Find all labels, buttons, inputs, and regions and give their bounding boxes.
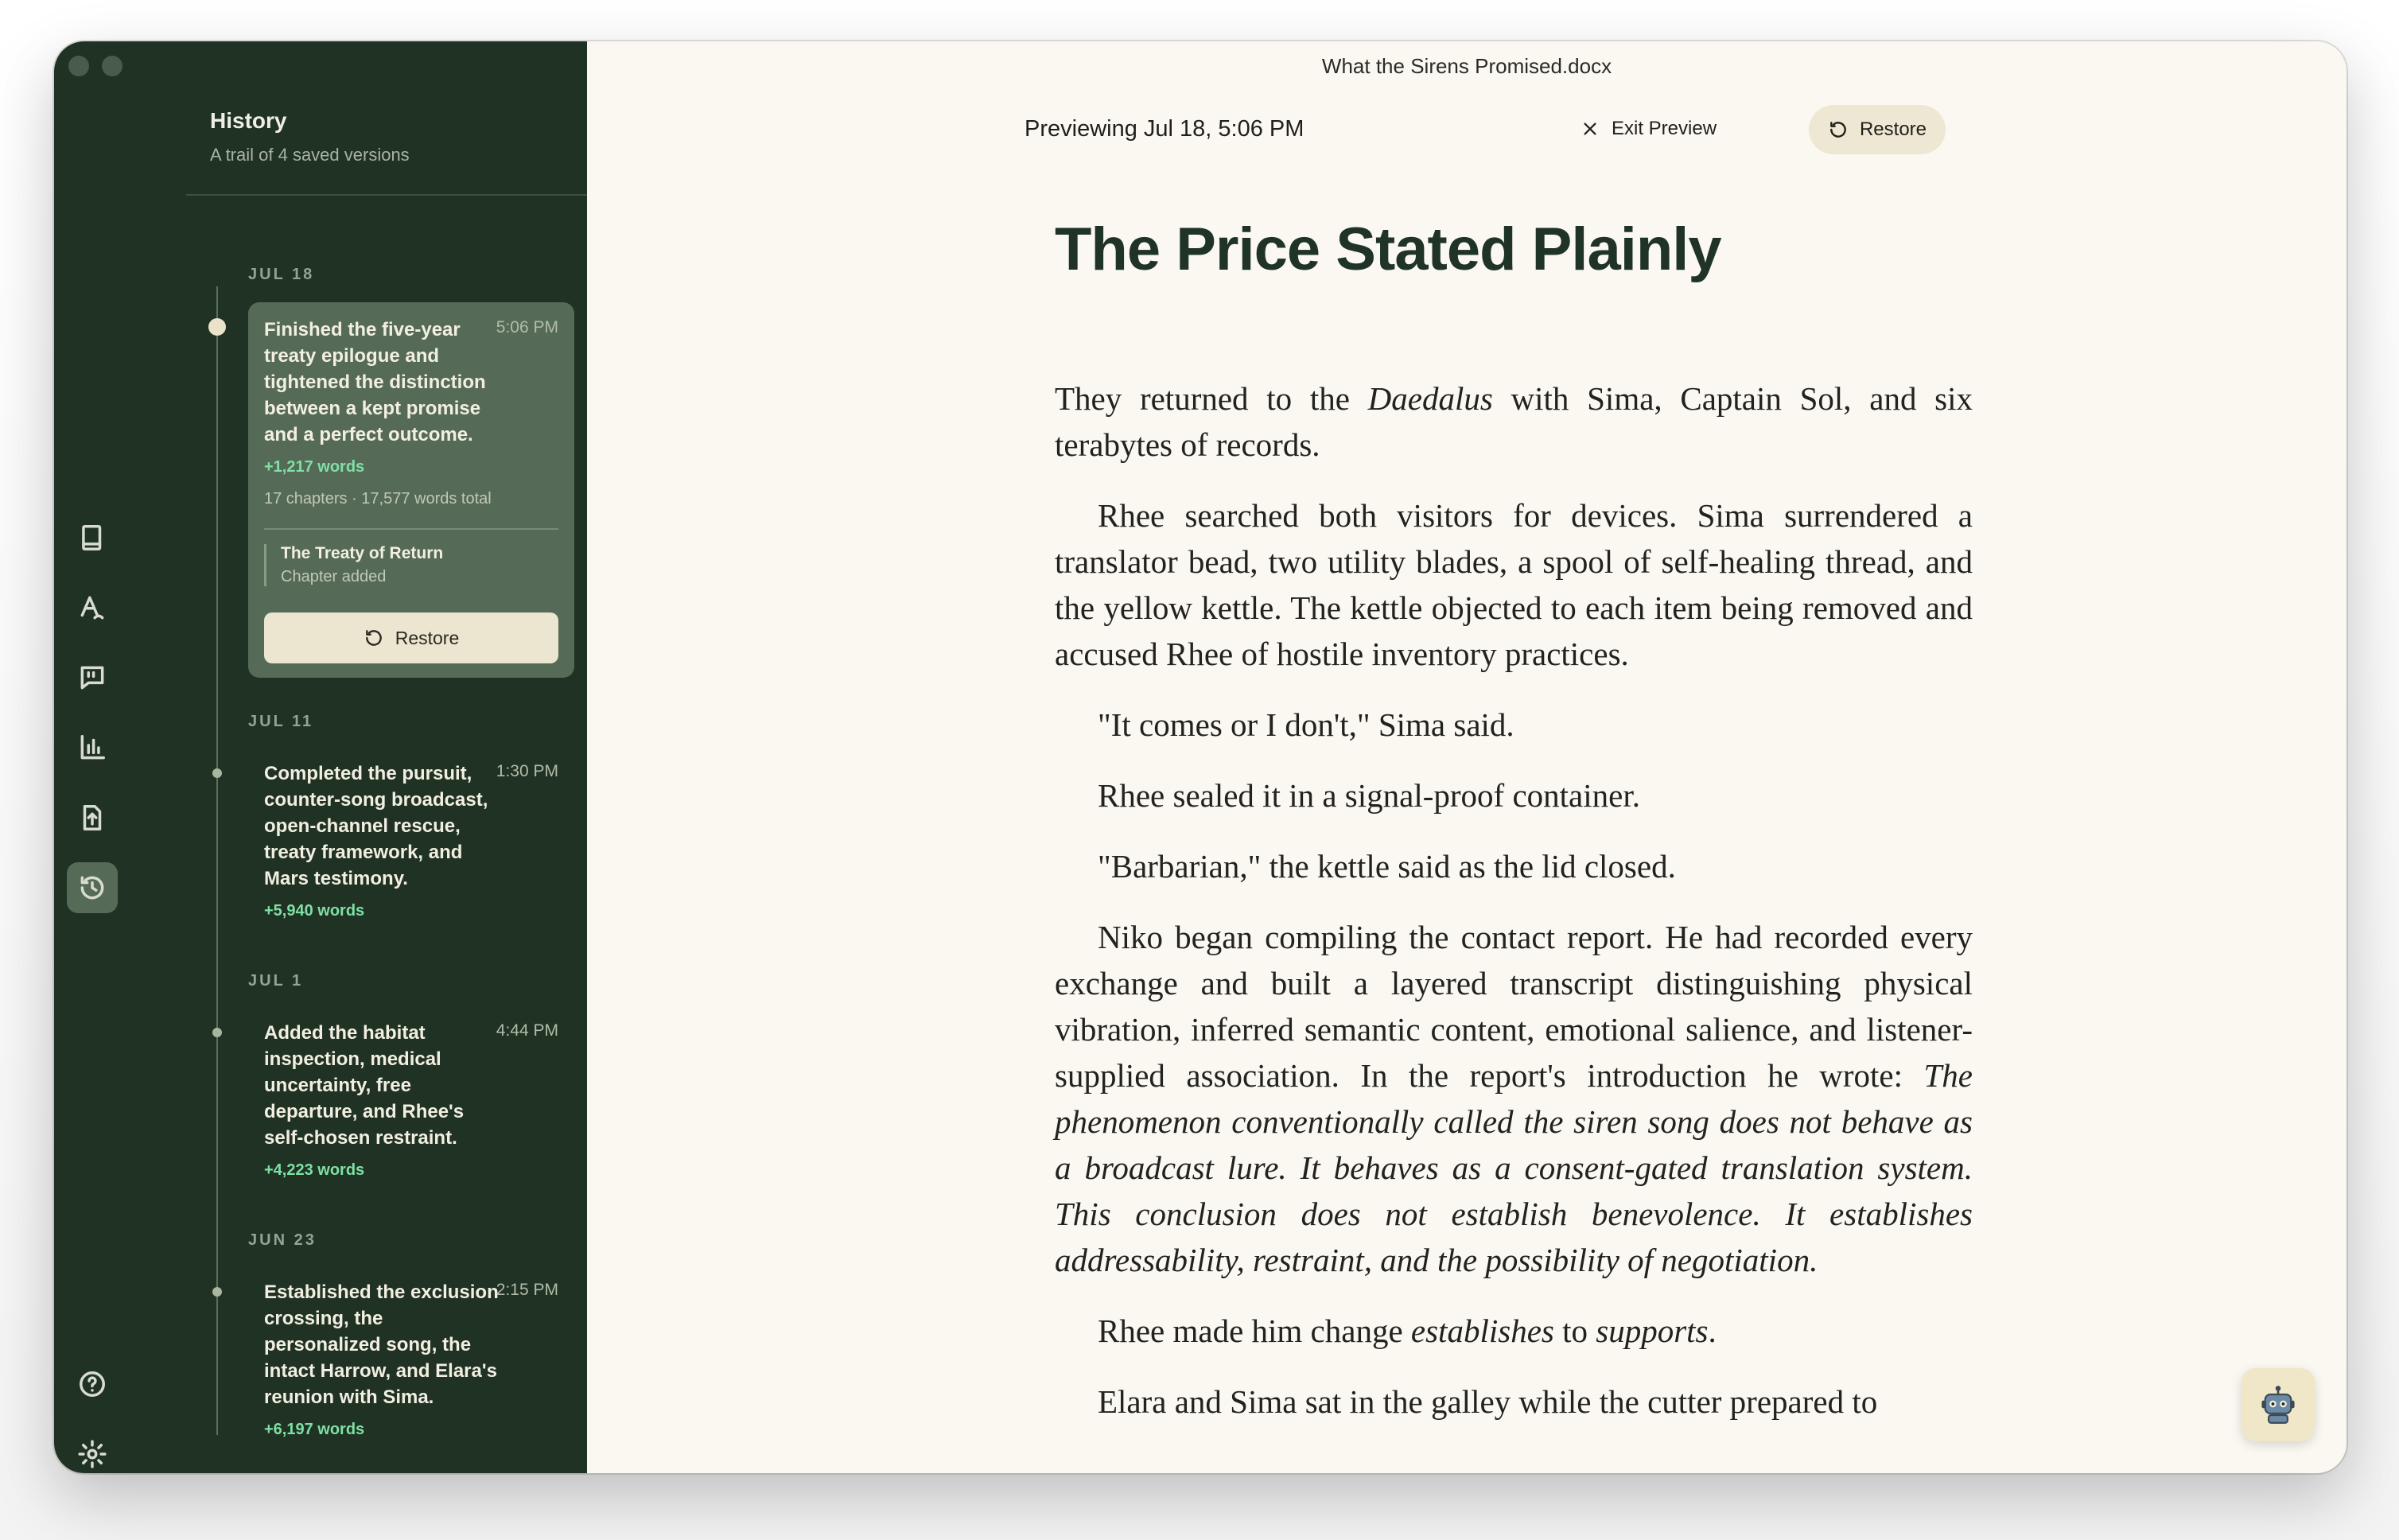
robot-icon (2257, 1384, 2299, 1425)
paragraph: Rhee searched both visitors for devices. Sima surrendered a translator bead, two utility blades, a spool of self-healing thread, and the yellow kettle. The kettle objected to each item being removed and accused Rhee of hostile inventory practices. (1055, 497, 1973, 672)
change-title: The Treaty of Return (281, 544, 444, 562)
timeline-dot (212, 768, 222, 778)
document-preview (587, 41, 2347, 1473)
history-sidebar (130, 41, 587, 1473)
sidebar-title: History (210, 108, 287, 133)
paragraph-text: Rhee made him change (1098, 1312, 1411, 1349)
help-icon[interactable] (67, 1359, 118, 1410)
paragraph-italic: establishes (1410, 1312, 1554, 1349)
paragraph: Elara and Sima sat in the galley while the cutter prepared to (1098, 1383, 1878, 1420)
timeline-dot (212, 1287, 222, 1297)
close-window-button[interactable] (68, 56, 89, 76)
version-words-delta: +5,940 words (264, 902, 365, 920)
version-time: 2:15 PM (496, 1281, 558, 1299)
card-restore-label: Restore (395, 627, 460, 648)
version-words-delta: +1,217 words (264, 458, 365, 476)
app-window (54, 41, 2347, 1473)
paragraph-text: They returned to the (1055, 380, 1368, 417)
sidebar-subtitle: A trail of 4 saved versions (210, 145, 410, 165)
version-description: Completed the pursuit, counter-song broadcast, open-channel rescue, treaty framework, and Mars testimony. (264, 763, 488, 889)
version-card[interactable] (248, 1005, 574, 1196)
paragraph: Rhee sealed it in a signal-proof container. (1098, 777, 1640, 814)
paragraph (1055, 1308, 1973, 1354)
stats-icon[interactable] (67, 722, 118, 773)
paragraph (1055, 914, 1973, 1283)
version-words-delta: +6,197 words (264, 1421, 365, 1438)
version-card[interactable] (248, 746, 574, 937)
paragraph-text: with Sima, Captain Sol, and six terabytes of records. (1055, 380, 1973, 463)
paragraph (1055, 375, 1973, 468)
timeline-line (216, 286, 218, 1435)
history-icon[interactable] (67, 862, 118, 913)
minimize-window-button[interactable] (102, 56, 122, 76)
version-time: 1:30 PM (496, 762, 558, 780)
document-title: The Price Stated Plainly (1055, 216, 1721, 283)
timeline-dot (212, 1028, 222, 1037)
restore-icon (364, 628, 384, 648)
date-label: JUL 11 (248, 713, 314, 730)
version-description: Established the exclusion crossing, the personalized song, the intact Harrow, and Elara's reunion with Sima. (264, 1281, 499, 1408)
date-label: JUL 18 (248, 266, 315, 283)
window-title: What the Sirens Promised.docx (1321, 54, 1612, 78)
typography-icon[interactable] (67, 582, 118, 633)
restore-label: Restore (1859, 119, 1927, 140)
change-summary (264, 544, 443, 586)
timeline-dot-active (208, 318, 226, 336)
version-time: 5:06 PM (496, 318, 558, 336)
date-label: JUN 23 (248, 1231, 317, 1249)
version-description: Added the habitat inspection, medical uncertainty, free departure, and Rhee's self-chosen restraint. (264, 1022, 465, 1149)
assistant-bot-button[interactable] (2242, 1368, 2315, 1441)
exit-preview-button[interactable] (1581, 111, 1717, 146)
version-meta: 17 chapters · 17,577 words total (264, 490, 492, 508)
document-body (1055, 375, 1973, 1449)
preview-label: Previewing Jul 18, 5:06 PM (1025, 116, 1304, 142)
version-description: Finished the five-year treaty epilogue and tightened the distinction between a kept promise and a perfect outcome. (264, 319, 486, 445)
card-restore-button[interactable] (264, 612, 558, 663)
paragraph-text: Niko began compiling the contact report. He had recorded every exchange and built a layered transcript distinguishing physical vibration, inferred semantic content, emotional salience, and listener-supplied association. In the report's introduction he wrote: (1055, 919, 1973, 1094)
paragraph-italic: supports (1596, 1312, 1709, 1349)
change-subtitle: Chapter added (281, 568, 387, 585)
sidebar-divider (186, 194, 587, 196)
gear-icon[interactable] (67, 1429, 118, 1473)
paragraph-italic: Daedalus (1367, 380, 1493, 417)
version-card[interactable] (248, 1265, 574, 1456)
paragraph-italic: The phenomenon conventionally called the siren song does not behave as a broadcast lure. It behaves as a consent-gated translation system. This conclusion does not establish benevolence. It establishes addressability, restraint, and the possibility of negotiation. (1055, 1057, 1973, 1278)
date-label: JUL 1 (248, 972, 304, 990)
close-icon (1581, 120, 1599, 138)
paragraph-text: to (1553, 1312, 1596, 1349)
version-time: 4:44 PM (496, 1021, 558, 1040)
paragraph: "Barbarian," the kettle said as the lid closed. (1098, 848, 1676, 885)
card-divider (264, 528, 558, 530)
export-icon[interactable] (67, 792, 118, 843)
book-icon[interactable] (67, 512, 118, 563)
restore-button[interactable] (1809, 105, 1946, 154)
exit-preview-label: Exit Preview (1612, 118, 1717, 139)
paragraph: "It comes or I don't," Sima said. (1098, 706, 1514, 743)
comment-icon[interactable] (67, 652, 118, 703)
icon-rail (54, 41, 130, 1473)
restore-icon (1828, 119, 1849, 140)
version-card-active[interactable] (248, 302, 574, 678)
version-words-delta: +4,223 words (264, 1161, 365, 1179)
paragraph-text: . (1708, 1312, 1717, 1349)
